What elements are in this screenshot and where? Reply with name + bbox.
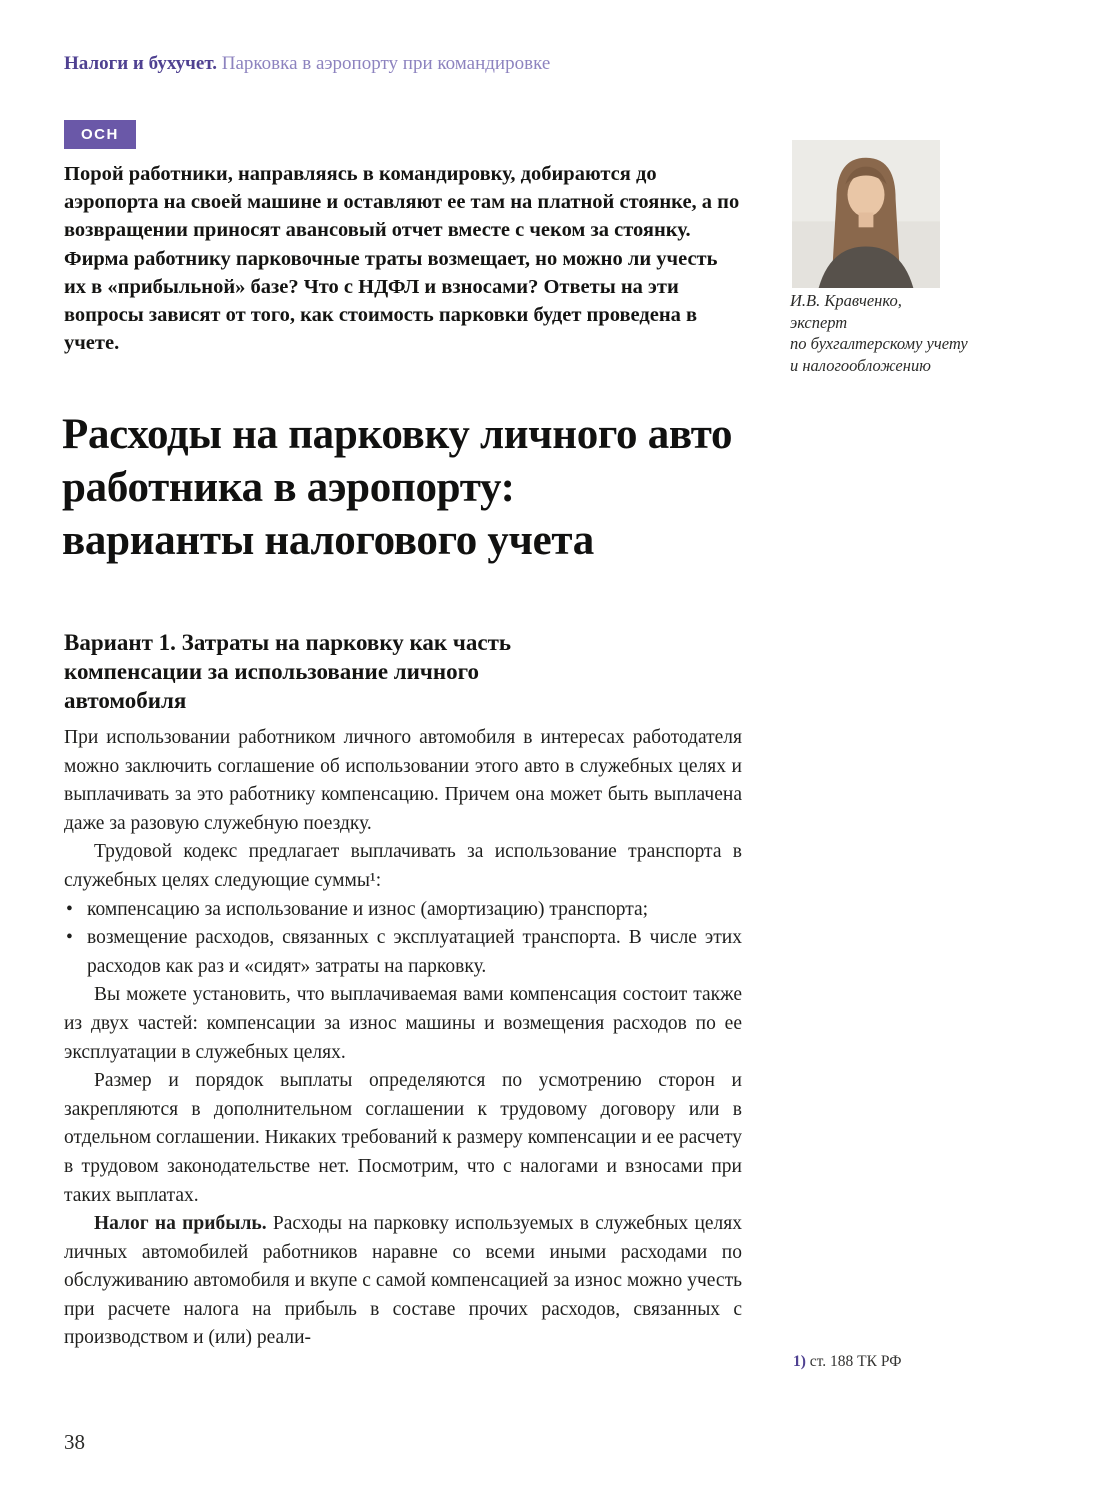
section-heading-line-3: автомобиля — [64, 688, 187, 713]
author-role-line-1: эксперт — [790, 312, 848, 332]
footnote — [793, 1352, 1033, 1372]
bullet-marker: • — [66, 927, 73, 949]
body-paragraph: Вы можете установить, что выплачиваемая вами компенсация состоит также из двух частей: компенсации за износ машины и возмещения расходов по ее эксплуатации в служебных целях. — [64, 984, 742, 1063]
list-item — [64, 924, 742, 981]
author-role-line-3: и налогообложению — [790, 355, 931, 375]
section-heading-line-2: компенсации за использование личного — [64, 659, 480, 684]
body-paragraph: При использовании работником личного автомобиля в интересах работодателя можно заключить соглашение об использовании этого авто в служебных целях и выплачивать за это работнику компенсацию. Причем она может быть выплачена даже за разовую служебную поездку. — [64, 727, 742, 834]
paragraph-lead: Налог на прибыль. — [94, 1213, 267, 1235]
author-role-line-2: по бухгалтерскому учету — [790, 334, 968, 353]
footnote-marker: 1) — [793, 1353, 806, 1370]
bullet-marker: • — [66, 898, 73, 920]
author-photo — [792, 140, 940, 288]
page-runner — [64, 52, 550, 76]
article-title — [62, 408, 1052, 567]
section-heading-line-1: Вариант 1. Затраты на парковку как часть — [64, 630, 512, 655]
article-title-line-3: варианты налогового учета — [62, 517, 594, 564]
body-paragraph — [64, 1210, 742, 1353]
body-paragraph: Трудовой кодекс предлагает выплачивать за использование транспорта в служебных целях следующие суммы¹: — [64, 841, 742, 891]
list-item — [64, 896, 742, 925]
intro-paragraph: Порой работники, направляясь в командировку, добираются до аэропорта на своей машине и оставляют ее там на платной стоянке, а по возвращении приносят авансовый отчет вместе с чеком за стоянку. Фирма работнику парковочные траты возмещает, но можно ли учесть их в «прибыльной» базе? Что с НДФЛ и взносами? Ответы на эти вопросы зависят от того, как стоимость парковки будет проведена в учете. — [64, 163, 740, 355]
footnote-text: ст. 188 ТК РФ — [805, 1353, 902, 1370]
section-heading — [64, 628, 724, 715]
page-number: 38 — [64, 1430, 85, 1454]
list-item-text: компенсацию за использование и износ (амортизацию) транспорта; — [87, 898, 649, 920]
tax-regime-badge: ОСН — [64, 120, 136, 149]
author-portrait-image — [792, 140, 940, 288]
article-title-line-1: Расходы на парковку личного авто — [62, 411, 733, 458]
body-paragraph: Размер и порядок выплаты определяются по усмотрению сторон и закрепляются в дополнительном соглашении к трудовому договору или в отдельном соглашении. Никаких требований к размеру компенсации и ее расчету в трудовом законодательстве нет. Посмотрим, что с налогами и взносами при таких выплатах. — [64, 1070, 742, 1206]
runner-topic: Парковка в аэропорту при командировке — [216, 53, 551, 74]
article-title-line-2: работника в аэропорту: — [62, 464, 515, 511]
article-body — [64, 724, 742, 1353]
runner-section: Налоги и бухучет. — [64, 53, 217, 74]
author-caption — [790, 290, 1030, 376]
list-item-text: возмещение расходов, связанных с эксплуатацией транспорта. В числе этих расходов как раз и «сидят» затраты на парковку. — [87, 927, 742, 977]
author-name: И.В. Кравченко, — [790, 291, 902, 310]
paragraph-rest: Расходы на парковку используемых в служебных целях личных автомобилей работников наравне со всеми иными расходами по обслуживанию автомобиля и вкупе с самой компенсацией за износ можно учесть при расчете налога на прибыль в составе прочих расходов, связанных с производством и (или) реали- — [64, 1213, 742, 1349]
